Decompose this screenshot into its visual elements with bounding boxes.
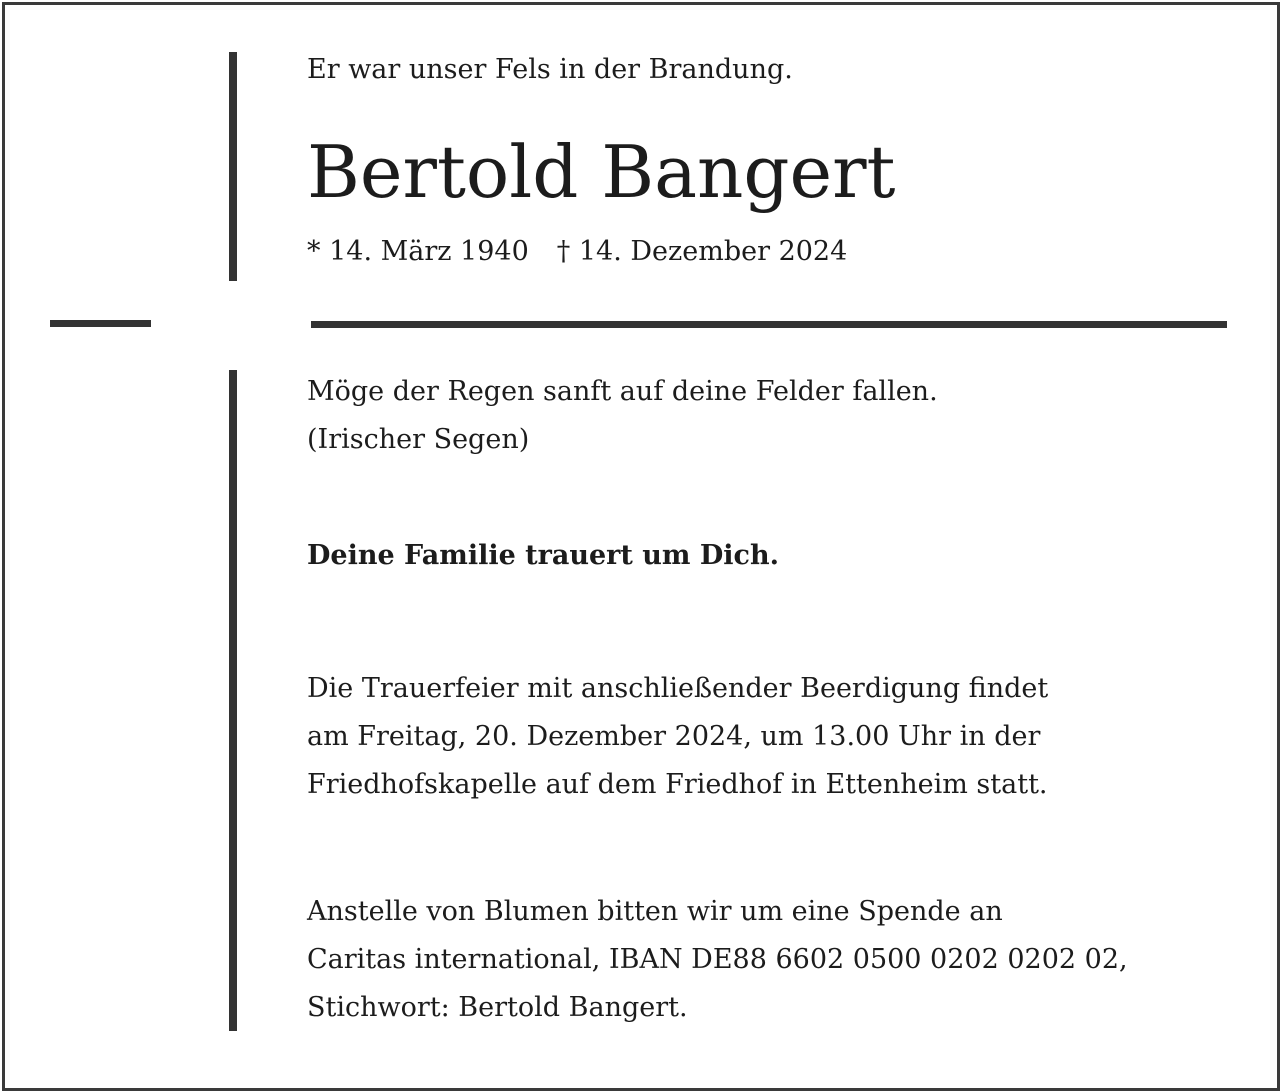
blessing-text <box>307 368 938 464</box>
funeral-line: Die Trauerfeier mit anschließender Beerdigung findet <box>307 673 1049 704</box>
cross-horizontal-right-bar <box>311 321 1227 328</box>
cross-vertical-bottom-bar <box>229 370 237 1031</box>
cross-horizontal-left-bar <box>50 320 151 327</box>
donation-line: Stichwort: Bertold Bangert. <box>307 992 688 1023</box>
donation-line: Anstelle von Blumen bitten wir um eine Spende an <box>307 896 1003 927</box>
family-mourning-statement: Deine Familie trauert um Dich. <box>307 540 779 571</box>
blessing-line: Möge der Regen sanft auf deine Felder fallen. <box>307 376 938 407</box>
funeral-line: Friedhofskapelle auf dem Friedhof in Ettenheim statt. <box>307 769 1048 800</box>
death-date: † 14. Dezember 2024 <box>556 236 848 267</box>
blessing-source: (Irischer Segen) <box>307 424 530 455</box>
funeral-line: am Freitag, 20. Dezember 2024, um 13.00 Uhr in der <box>307 721 1041 752</box>
donation-request <box>307 888 1128 1032</box>
donation-line: Caritas international, IBAN DE88 6602 0500 0202 0202 02, <box>307 944 1128 975</box>
deceased-name: Bertold Bangert <box>307 130 896 214</box>
opening-quote: Er war unser Fels in der Brandung. <box>307 54 793 85</box>
birth-date: * 14. März 1940 <box>307 236 529 267</box>
life-dates <box>307 232 847 272</box>
funeral-announcement <box>307 665 1048 809</box>
cross-vertical-top-bar <box>229 52 237 281</box>
